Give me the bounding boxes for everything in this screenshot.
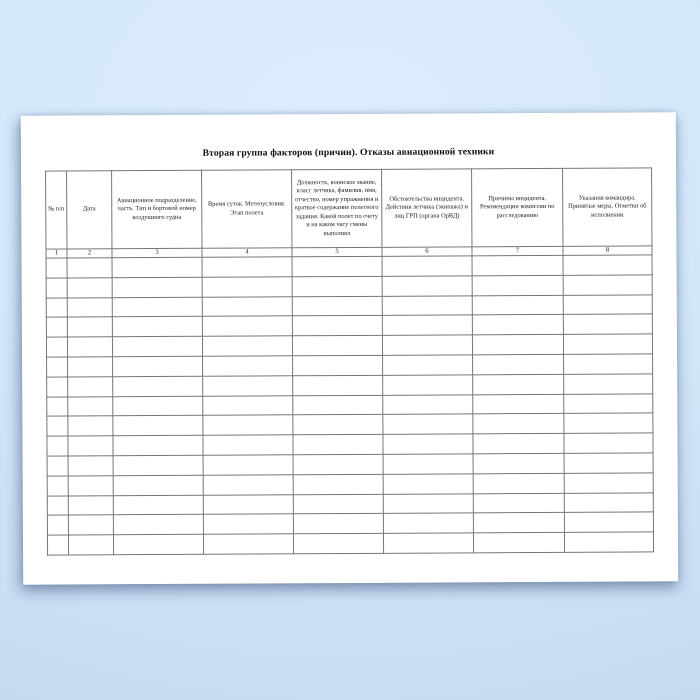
table-cell — [292, 276, 382, 296]
table-cell — [67, 258, 112, 278]
factors-table — [45, 167, 654, 555]
column-header-2: Дата — [67, 171, 112, 249]
table-cell — [112, 336, 202, 356]
table-cell — [564, 532, 653, 552]
table-cell — [383, 474, 473, 494]
table-cell — [382, 315, 472, 335]
table-cell — [203, 494, 293, 514]
table-cell — [203, 376, 293, 396]
table-cell — [383, 493, 473, 513]
table-cell — [203, 435, 293, 455]
table-cell — [112, 277, 202, 297]
table-cell — [47, 535, 68, 555]
table-cell — [382, 256, 472, 276]
table-cell — [113, 455, 203, 475]
table-cell — [47, 496, 68, 516]
column-header-7: Причины инцидента. Рекомендации комиссии по расследованию — [472, 168, 563, 246]
table-cell — [68, 535, 113, 555]
table-cell — [473, 513, 564, 533]
table-cell — [472, 335, 563, 355]
table-cell — [293, 454, 383, 474]
table-cell — [293, 395, 383, 415]
column-header-3: Авиационное подразделение, часть. Тип и бортовой номер воздушного судна — [112, 170, 202, 248]
table-cell — [68, 416, 113, 436]
table-cell — [68, 436, 113, 456]
table-cell — [563, 314, 652, 334]
table-cell — [383, 355, 473, 375]
table-cell — [203, 455, 293, 475]
column-number-5: 5 — [292, 247, 382, 256]
table-cell — [292, 316, 382, 336]
table-cell — [68, 476, 113, 496]
table-cell — [203, 356, 293, 376]
table-cell — [472, 255, 563, 275]
table-cell — [293, 474, 383, 494]
table-cell — [383, 513, 473, 533]
table-cell — [383, 414, 473, 434]
table-cell — [202, 336, 292, 356]
table-cell — [564, 492, 653, 512]
table-cell — [473, 434, 564, 454]
table-cell — [383, 533, 473, 553]
table-cell — [564, 354, 653, 374]
table-cell — [473, 533, 564, 553]
table-cell — [473, 414, 564, 434]
table-cell — [202, 296, 292, 316]
table-cell — [564, 393, 653, 413]
table-cell — [47, 397, 68, 417]
table-cell — [292, 296, 382, 316]
document-page — [21, 112, 678, 584]
table-cell — [203, 475, 293, 495]
table-cell — [203, 514, 293, 534]
table-cell — [202, 316, 292, 336]
table-cell — [203, 415, 293, 435]
column-header-4: Время суток. Метеоусловия. Этап полета — [202, 170, 292, 248]
table-cell — [47, 377, 68, 397]
table-cell — [563, 334, 652, 354]
table-cell — [472, 295, 563, 315]
table-cell — [293, 514, 383, 534]
table-cell — [293, 415, 383, 435]
page-title: Вторая группа факторов (причин). Отказы авиационной техники — [202, 146, 495, 159]
table-cell — [473, 394, 564, 414]
table-cell — [563, 255, 652, 275]
table-cell — [473, 374, 564, 394]
column-number-4: 4 — [202, 248, 292, 257]
table-cell — [563, 295, 652, 315]
table-cell — [68, 357, 113, 377]
column-number-3: 3 — [112, 248, 202, 257]
table-cell — [67, 337, 112, 357]
table-cell — [203, 395, 293, 415]
table-cell — [472, 275, 563, 295]
table-cell — [113, 396, 203, 416]
table-cell — [564, 413, 653, 433]
table-cell — [564, 374, 653, 394]
table-cell — [472, 315, 563, 335]
table-cell — [67, 278, 112, 298]
table-cell — [46, 298, 67, 318]
column-header-8: Указания командира. Принятые меры. Отметки об исполнении — [563, 168, 652, 246]
table-cell — [47, 476, 68, 496]
table-cell — [46, 278, 67, 298]
column-number-6: 6 — [382, 247, 472, 256]
table-cell — [47, 456, 68, 476]
table-cell — [112, 257, 202, 277]
table-cell — [473, 493, 564, 513]
table-cell — [112, 297, 202, 317]
column-header-5: Должность, воинское звание, класс летчика, фамилия, имя, отчество, номер упражнения и краткое содержание полетного задания. Какой полет по счету и на каком часу смены выполнял — [292, 169, 382, 247]
table-cell — [47, 357, 68, 377]
table-cell — [564, 512, 653, 532]
table-cell — [68, 495, 113, 515]
table-cell — [564, 453, 653, 473]
table-cell — [202, 277, 292, 297]
table-cell — [113, 356, 203, 376]
table-cell — [46, 337, 67, 357]
header-row — [46, 168, 652, 249]
table-cell — [67, 317, 112, 337]
table-cell — [383, 434, 473, 454]
column-header-1: № п/п — [46, 171, 67, 249]
table-cell — [112, 317, 202, 337]
table-cell — [113, 515, 203, 535]
table-cell — [203, 534, 293, 554]
table-cell — [113, 416, 203, 436]
table-cell — [382, 335, 472, 355]
table-cell — [383, 394, 473, 414]
column-number-1: 1 — [46, 249, 67, 258]
table-cell — [383, 454, 473, 474]
column-number-7: 7 — [472, 246, 563, 255]
table-cell — [293, 533, 383, 553]
table-cell — [46, 317, 67, 337]
table-cell — [47, 436, 68, 456]
table-cell — [473, 473, 564, 493]
table-cell — [202, 257, 292, 277]
table-cell — [113, 376, 203, 396]
table-cell — [292, 256, 382, 276]
table-cell — [564, 433, 653, 453]
table-cell — [46, 258, 67, 278]
table-cell — [293, 355, 383, 375]
table-row — [47, 532, 653, 555]
table-cell — [293, 375, 383, 395]
table-cell — [68, 377, 113, 397]
column-header-6: Обстоятельства инцидента. Действия летчика (экипажа) и лиц ГРП (органа ОрВД) — [382, 169, 472, 247]
table-cell — [293, 434, 383, 454]
table-cell — [473, 354, 564, 374]
table-cell — [47, 515, 68, 535]
table-cell — [113, 495, 203, 515]
table-cell — [292, 336, 382, 356]
table-cell — [68, 396, 113, 416]
table-cell — [383, 375, 473, 395]
table-cell — [113, 534, 203, 554]
table-cell — [67, 297, 112, 317]
table-cell — [68, 515, 113, 535]
table-cell — [113, 435, 203, 455]
column-number-8: 8 — [563, 246, 652, 255]
table-cell — [473, 453, 564, 473]
table-cell — [68, 456, 113, 476]
table-cell — [382, 295, 472, 315]
table-cell — [564, 473, 653, 493]
grid-body — [46, 255, 654, 555]
table-cell — [293, 494, 383, 514]
table-cell — [47, 416, 68, 436]
table-cell — [382, 276, 472, 296]
table-cell — [563, 275, 652, 295]
column-number-2: 2 — [67, 249, 112, 258]
table-cell — [113, 475, 203, 495]
